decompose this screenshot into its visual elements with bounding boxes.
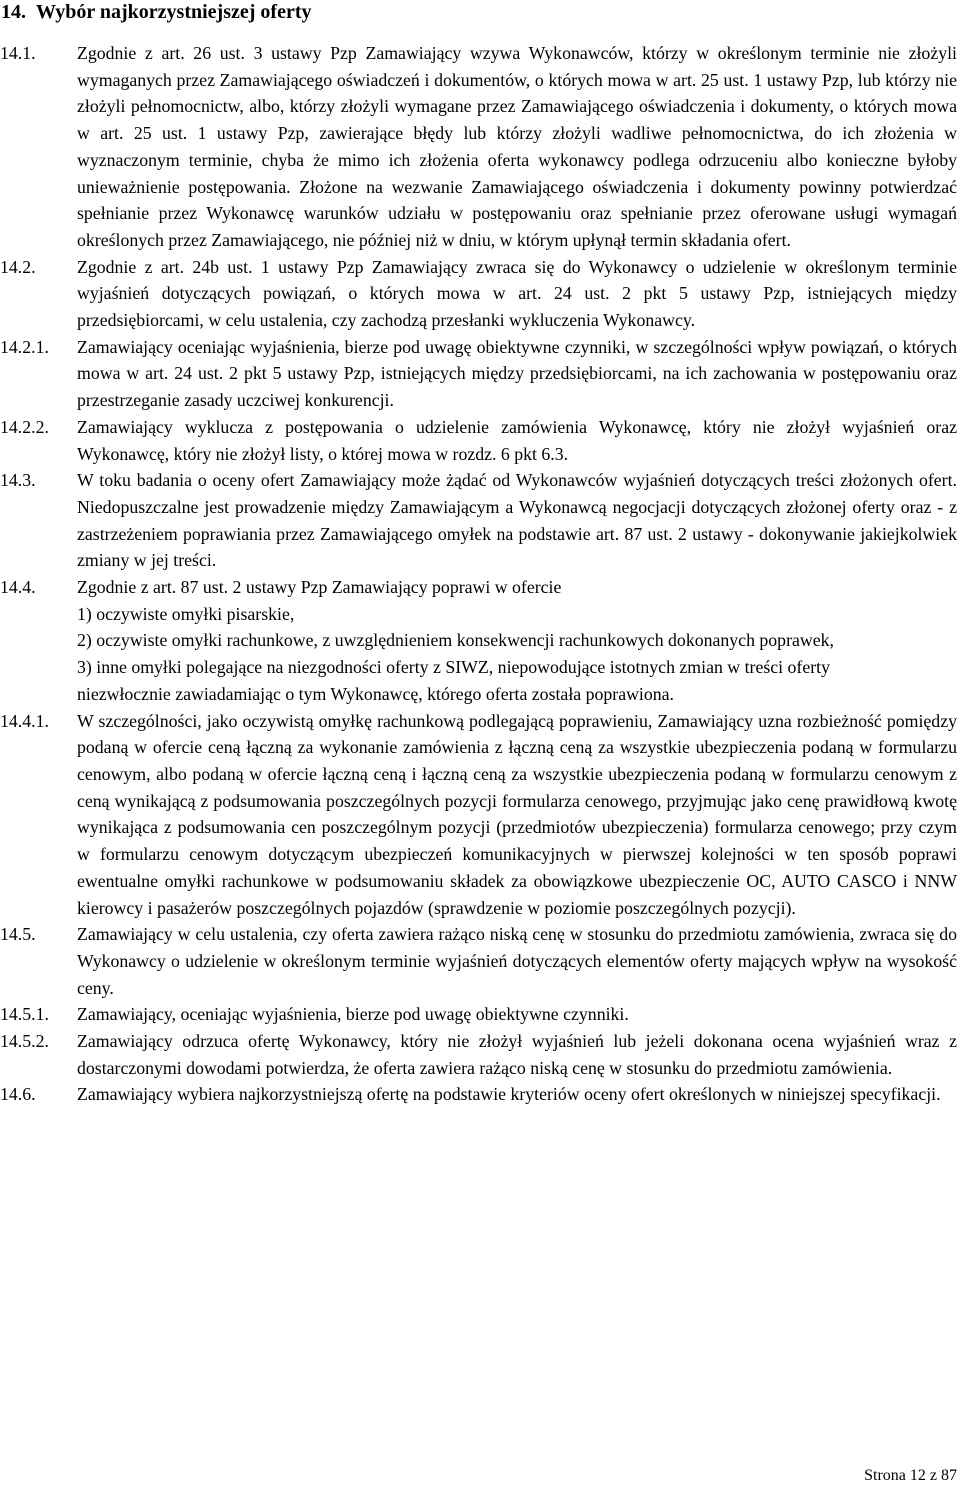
paragraph-number: 14.5.1. (0, 1004, 49, 1025)
paragraph-text: Zamawiający wybiera najkorzystniejszą ofertę na podstawie kryteriów oceny ofert określonych w niniejszej specyfikacji. (77, 1084, 941, 1105)
paragraph-text: Zamawiający, oceniając wyjaśnienia, bierze pod uwagę obiektywne czynniki. (77, 1004, 629, 1025)
paragraph-number: 14.1. (0, 43, 36, 63)
section-heading: 14. Wybór najkorzystniejszej oferty (1, 1, 312, 23)
paragraph-number: 14.2.1. (0, 336, 49, 357)
paragraph-14-3 (0, 467, 957, 574)
paragraph-14-4-1 (0, 708, 957, 922)
paragraph-text: Zgodnie z art. 24b ust. 1 ustawy Pzp Zamawiający zwraca się do Wykonawcy o udzielenie w określonym terminie wyjaśnień dotyczących powiązań, o których mowa w art. 24 ust. 2 pkt 5 ustawy Pzp, istniejących między przedsiębiorcami, w celu ustalenia, czy zachodzą przesłanki wykluczenia Wykonawcy. (77, 256, 957, 331)
paragraph-number: 14.5.2. (0, 1031, 49, 1052)
paragraph-number: 14.6. (0, 1084, 36, 1105)
paragraph-14-5 (0, 921, 957, 1001)
paragraph-text: Zamawiający w celu ustalenia, czy oferta zawiera rażąco niską cenę w stosunku do przedmiotu zamówienia, zwraca się do Wykonawcy o udzielenie w określonym terminie wyjaśnień dotyczących elementów oferty mających wpływ na wysokość ceny. (77, 924, 957, 998)
paragraph-text: Zamawiający odrzuca ofertę Wykonawcy, który nie złożył wyjaśnień lub jeżeli dokonana ocena wyjaśnień wraz z dostarczonymi dowodami potwierdza, że oferta zawiera rażąco niską cenę w stosunku do przedmiotu zamówienia. (77, 1031, 957, 1078)
paragraph-number: 14.4. (0, 577, 36, 598)
paragraph-content (77, 574, 957, 708)
paragraph-text: Zamawiający wyklucza z postępowania o udzielenie zamówienia Wykonawcę, który nie złożył wyjaśnień oraz Wykonawcę, który nie złożył listy, o której mowa w rozdz. 6 pkt 6.3. (77, 416, 957, 464)
paragraph-14-6 (0, 1081, 957, 1108)
paragraph-14-2-2 (0, 414, 957, 467)
paragraph-14-2-1 (0, 334, 957, 414)
paragraph-14-1 (0, 40, 957, 254)
paragraph-number: 14.5. (0, 924, 36, 945)
paragraph-text: W toku badania o oceny ofert Zamawiający może żądać od Wykonawców wyjaśnień dotyczących treści złożonych ofert. Niedopuszczalne jest prowadzenie między Zamawiającym a Wykonawcą negocjacji dotyczących złożonej oferty oraz - z zastrzeżeniem poprawiania przez Zamawiającego omyłek na podstawie art. 87 ust. 2 ustawy - dokonywanie jakiejkolwiek zmiany w jej treści. (77, 470, 957, 571)
list-item: 3) inne omyłki polegające na niezgodności oferty z SIWZ, niepowodujące istotnych zmian w treści oferty (77, 657, 830, 678)
document-body (0, 40, 957, 1108)
paragraph-text: Zgodnie z art. 87 ust. 2 ustawy Pzp Zamawiający poprawi w ofercie (77, 577, 562, 598)
closing-line: niezwłocznie zawiadamiając o tym Wykonawcę, którego oferta została poprawiona. (77, 683, 674, 704)
paragraph-14-2 (0, 254, 957, 334)
list-item: 1) oczywiste omyłki pisarskie, (77, 603, 295, 624)
paragraph-14-5-2 (0, 1028, 957, 1081)
paragraph-text: W szczególności, jako oczywistą omyłkę rachunkową podlegającą poprawieniu, Zamawiający uzna rozbieżność pomiędzy podaną w ofercie ceną łączną za wykonanie zamówienia z łączną ceną za wszystkie ubezpieczenia podaną w formularzu cenowym, albo podaną w ofercie łączną ceną i łączną ceną za wszystkie ubezpieczenia podaną w formularzu cenowym z ceną wynikającą z podsumowania poszczególnych pozycji formularza cenowego, przyjmując jako cenę prawidłową kwotę wynikająca z podsumowania cen poszczególnym pozycji (przedmiotów ubezpieczenia) formularza cenowego; przy czym w formularzu cenowym dotyczącym ubezpieczeń komunikacyjnych w pierwszej kolejności w ten sposób poprawi ewentualne omyłki rachunkowe w podsumowaniu składek za obowiązkowe ubezpieczenie OC, AUTO CASCO i NNW kierowcy i pasażerów poszczególnych pojazdów (sprawdzenie w poziomie poszczególnych pozycji). (77, 710, 957, 918)
paragraph-14-4 (0, 574, 957, 708)
paragraph-text: Zgodnie z art. 26 ust. 3 ustawy Pzp Zamawiający wzywa Wykonawców, którzy w określonym terminie nie złożyli wymaganych przez Zamawiającego oświadczeń i dokumentów, o których mowa w art. 25 ust. 1 ustawy Pzp, lub którzy nie złożyli pełnomocnictw, albo, którzy złożyli wymagane przez Zamawiającego oświadczenia i dokumenty, o których mowa w art. 25 ust. 1 ustawy Pzp, zawierające błędy lub którzy złożyli wadliwe pełnomocnictwa, do ich złożenia w wyznaczonym terminie, chyba że mimo ich złożenia oferta wykonawcy podlega odrzuceniu albo konieczne byłoby unieważnienie postępowania. Złożone na wezwanie Zamawiającego oświadczenia i dokumenty powinny potwierdzać spełnianie przez Wykonawcę warunków udziału w postępowaniu oraz spełnianie przez oferowane usługi wymagań określonych przez Zamawiającego, nie później niż w dniu, w którym upłynął termin składania ofert. (77, 43, 957, 250)
paragraph-text: Zamawiający oceniając wyjaśnienia, bierze pod uwagę obiektywne czynniki, w szczególności wpływ powiązań, o których mowa w art. 24 ust. 2 pkt 5 ustawy Pzp, istniejących między przedsiębiorcami, na ich zachowania w postępowaniu oraz przestrzeganie zasady uczciwej konkurencji. (77, 336, 957, 411)
paragraph-14-5-1 (0, 1001, 957, 1028)
paragraph-number: 14.2.2. (0, 416, 49, 437)
paragraph-number: 14.4.1. (0, 710, 49, 731)
paragraph-number: 14.3. (0, 470, 36, 491)
list-item: 2) oczywiste omyłki rachunkowe, z uwzględnieniem konsekwencji rachunkowych dokonanych poprawek, (77, 630, 834, 651)
paragraph-number: 14.2. (0, 256, 36, 277)
page-footer: Strona 12 z 87 (864, 1467, 957, 1484)
